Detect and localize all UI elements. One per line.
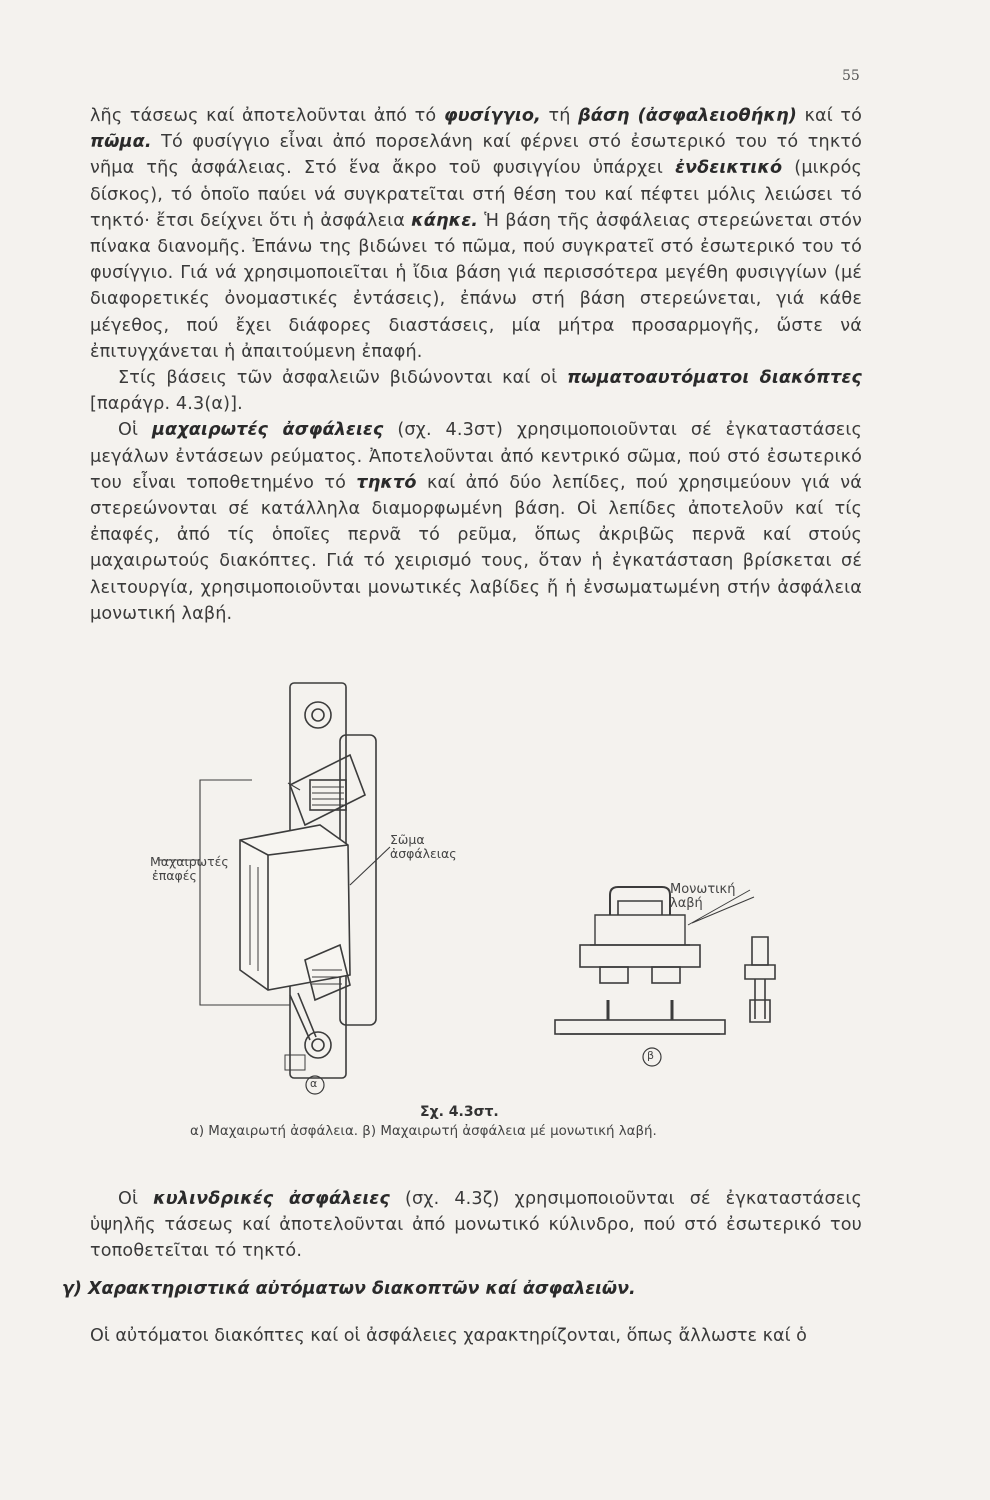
fuse-b-drawing	[555, 887, 775, 1034]
label-fuse-body: Σῶμα ἀσφάλειας	[390, 832, 457, 861]
term-cartridge: φυσίγγιο,	[443, 106, 541, 126]
term-indicator: ἐνδεικτικό	[675, 158, 783, 179]
term-cap: πῶμα.	[90, 132, 152, 153]
paragraph-knife-fuses: Οἱ μαχαιρωτές ἀσφάλειες (σχ. 4.3στ) χρησιμοποιοῦνται σέ ἐγκαταστάσεις μεγάλων ἐντάσεων ρεύματος. Ἀποτελοῦνται ἀπό κεντρικό σῶμα, πού στό ἐσωτερικό του εἶναι τοποθετημένο τό τηκτό καί ἀπό δύο λεπίδες, πού χρησιμεύουν γιά νά στερεώνονται σέ κατάλληλα διαμορφωμένη βάση. Οἱ λεπίδες ἀποτελοῦν καί τίς ἐπαφές, ἀπό τίς ὁποῖες περνᾶ τό ρεῦμα, ὅπως ἀκριβῶς περνᾶ καί στούς μαχαιρωτούς διακόπτες. Γιά τό χειρισμό τους, ὅταν ἡ ἐγκατάσταση βρίσκεται σέ λειτουργία, χρησιμοποιοῦνται μονωτικές λαβίδες ἤ ἡ ἐνσωματωμένη στήν ἀσφάλεια μονωτική λαβή.	[90, 420, 862, 624]
term-blown: κάηκε.	[411, 210, 479, 231]
term-knife-fuses: μαχαιρωτές ἀσφάλειες	[151, 420, 384, 441]
marker-a: α	[310, 1077, 318, 1090]
body-text-bottom	[90, 1186, 862, 1265]
term-fuse-element: τηκτό	[356, 472, 417, 493]
paragraph-characteristics: Οἱ αὐτόματοι διακόπτες καί οἱ ἀσφάλειες χαρακτηρίζονται, ὅπως ἄλλωστε καί ὁ	[90, 1326, 807, 1346]
figure-caption-title: Σχ. 4.3στ.	[420, 1104, 499, 1120]
paragraph-cylindrical-fuses: Οἱ κυλινδρικές ἀσφάλειες (σχ. 4.3ζ) χρησιμοποιοῦνται σέ ἐγκαταστάσεις ὑψηλῆς τάσεως καί ἀποτελοῦνται ἀπό μονωτικό κύλινδρο, πού στό ἐσωτερικό του τοποθετεῖται τό τηκτό.	[90, 1189, 862, 1262]
label-knife-contacts: Μαχαιρωτές ἐπαφές	[150, 854, 229, 883]
term-base: βάση (ἀσφαλειοθήκη)	[578, 106, 797, 126]
body-text-top	[90, 103, 862, 627]
paragraph-breakers: Στίς βάσεις τῶν ἀσφαλειῶν βιδώνονται καί οἱ πωματοαυτόματοι διακόπτες [παράγρ. 4.3(α)].	[90, 368, 863, 415]
figure-caption-text: α) Μαχαιρωτή ἀσφάλεια. β) Μαχαιρωτή ἀσφάλεια μέ μονωτική λαβή.	[190, 1124, 657, 1139]
term-cylindrical-fuses: κυλινδρικές ἀσφάλειες	[153, 1189, 390, 1209]
term-plug-breakers: πωματοαυτόματοι διακόπτες	[567, 368, 863, 389]
page-number: 55	[842, 68, 860, 84]
section-heading: γ) Χαρακτηριστικά αὐτόματων διακοπτῶν καί ἀσφαλειῶν.	[62, 1279, 636, 1299]
marker-b: β	[647, 1049, 655, 1062]
paragraph-fuses: λῆς τάσεως καί ἀποτελοῦνται ἀπό τό φυσίγγιο, τή βάση (ἀσφαλειοθήκη) καί τό πῶμα. Τό φυσίγγιο εἶναι ἀπό πορσελάνη καί φέρνει στό ἐσωτερικό του τό τηκτό νῆμα τῆς ἀσφάλειας. Στό ἕνα ἄκρο τοῦ φυσιγγίου ὑπάρχει ἐνδεικτικό (μικρός δίσκος), τό ὁποῖο παύει νά συγκρατεῖται στή θέση του καί πέφτει μόλις λειώσει τό τηκτό· ἔτσι δείχνει ὅτι ἡ ἀσφάλεια κάηκε. Ἡ βάση τῆς ἀσφάλειας στερεώνεται στόν πίνακα διανομῆς. Ἐπάνω της βιδώνει τό πῶμα, πού συγκρατεῖ στό ἐσωτερικό του τό φυσίγγιο. Γιά νά χρησιμοποιεῖται ἡ ἴδια βάση γιά περισσότερα μεγέθη φυσιγγίων (μέ διαφορετικές ὀνομαστικές ἐντάσεις), ἐπάνω στή βάση στερεώνεται, γιά κάθε μέγεθος, πού ἔχει διάφορες διαστάσεις, μία μήτρα προσαρμογῆς, ὥστε νά ἐπιτυγχάνεται ἡ ἀπαιτούμενη ἐπαφή.	[90, 106, 863, 362]
label-insulating-handle: Μονωτική λαβή	[670, 882, 736, 911]
fuse-a-drawing	[240, 683, 376, 1078]
